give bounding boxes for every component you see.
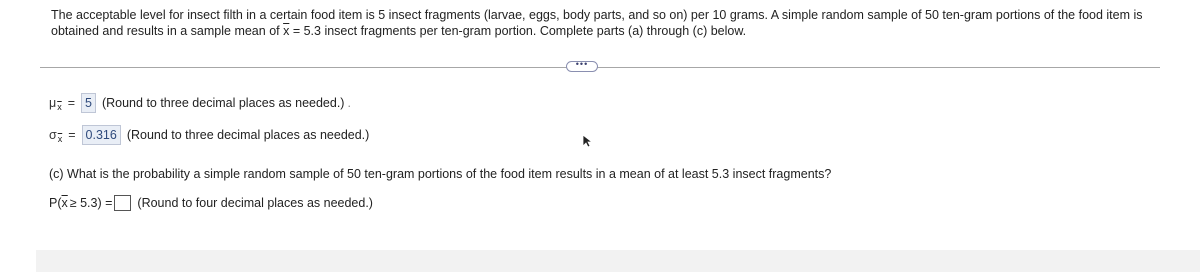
prob-hint: (Round to four decimal places as needed.) xyxy=(137,196,373,210)
problem-text-part1: The acceptable level for insect filth in a certain food item is 5 insect fragments (larvae, eggs, body parts, and so on) per 10 grams. A simple random sample of 50 ten-gram portions of the food item is obtained and results in a sample mean of xyxy=(51,8,1143,38)
problem-statement xyxy=(51,7,1161,39)
ellipsis-icon: ••• xyxy=(575,59,589,69)
part-c-question-row xyxy=(49,167,831,181)
bottom-panel xyxy=(36,250,1200,272)
part-c-question: (c) What is the probability a simple random sample of 50 ten-gram portions of the food item results in a mean of at least 5.3 insect fragments? xyxy=(49,167,832,181)
sigma-answer[interactable]: 0.316 xyxy=(82,125,121,145)
probability-row xyxy=(49,195,373,211)
sigma-hint: (Round to three decimal places as needed.) xyxy=(126,128,370,142)
mu-trailing: . xyxy=(347,96,351,110)
mu-symbol: μ xyxy=(49,96,57,110)
prob-var: $\overline{x}$ xyxy=(61,196,68,210)
mouse-pointer-icon xyxy=(582,134,592,148)
problem-text-part2: = 5.3 insect fragments per ten-gram portion. Complete parts (a) through (c) below. xyxy=(289,24,747,38)
sigma-subscript: $\overline{x}$ xyxy=(57,134,63,144)
mu-answer[interactable]: 5 xyxy=(81,93,96,113)
mu-equals: = xyxy=(67,96,76,110)
mu-subscript: $\overline{x}$ xyxy=(57,102,62,112)
mu-row xyxy=(49,93,351,113)
probability-answer-input[interactable] xyxy=(114,195,131,211)
mu-hint: (Round to three decimal places as needed.) xyxy=(101,96,345,110)
expand-button[interactable] xyxy=(566,61,598,72)
section-divider xyxy=(40,67,1160,68)
xbar-symbol: $\overline{x}$ xyxy=(283,24,290,38)
sigma-symbol: σ xyxy=(49,128,57,142)
sigma-equals: = xyxy=(68,128,76,142)
prob-prefix: P( xyxy=(49,196,62,210)
sigma-row xyxy=(49,125,369,145)
prob-suffix: ≥ 5.3) = xyxy=(69,196,113,210)
